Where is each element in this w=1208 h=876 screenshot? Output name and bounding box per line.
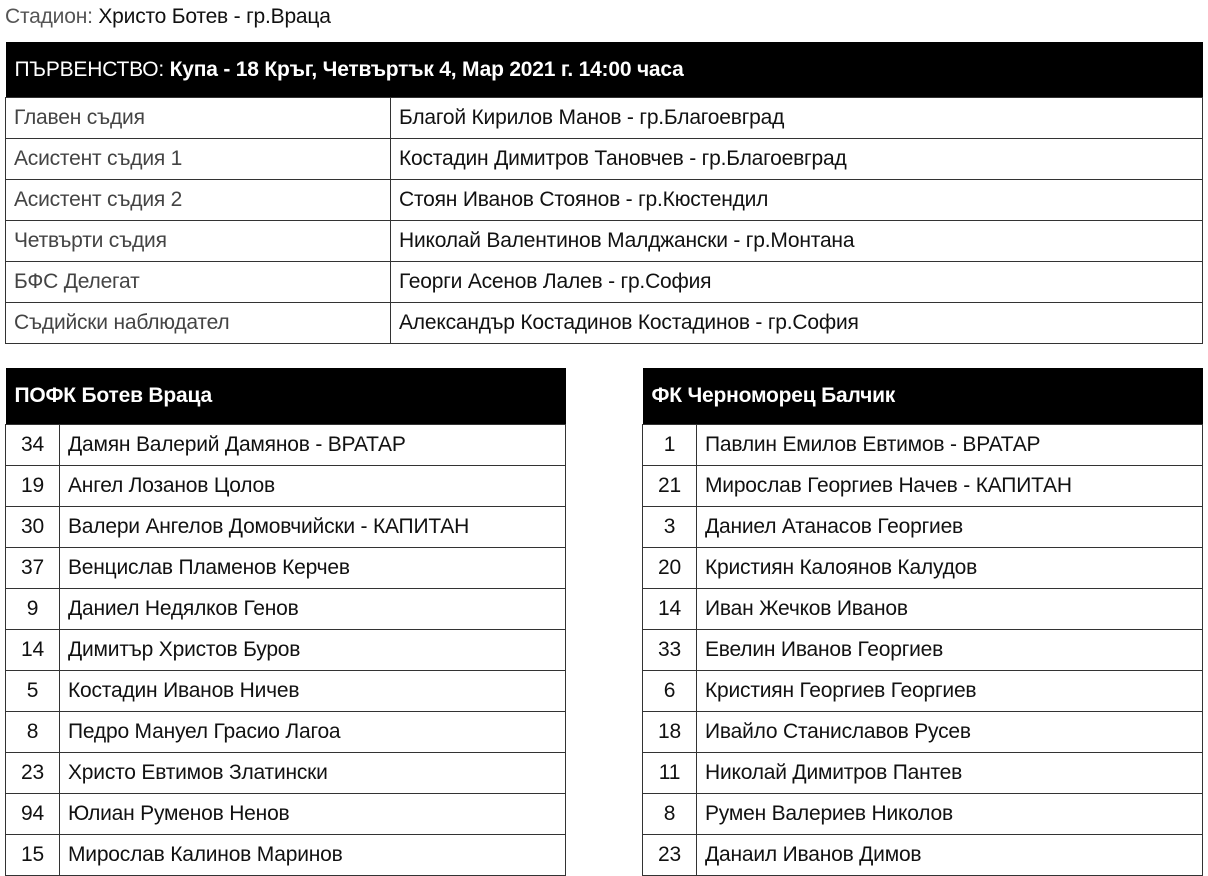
player-row bbox=[6, 425, 566, 466]
player-name: Кристиян Калоянов Калудов bbox=[697, 548, 1203, 589]
official-role: Асистент съдия 1 bbox=[6, 139, 391, 180]
player-row bbox=[6, 671, 566, 712]
player-row bbox=[6, 630, 566, 671]
official-role: Съдийски наблюдател bbox=[6, 303, 391, 344]
official-role: БФС Делегат bbox=[6, 262, 391, 303]
player-row bbox=[6, 712, 566, 753]
team-header-row bbox=[643, 368, 1203, 425]
stadium-line bbox=[5, 4, 331, 30]
match-officials-table bbox=[5, 42, 1203, 344]
player-name: Ангел Лозанов Цолов bbox=[60, 466, 566, 507]
player-name: Николай Димитров Пантев bbox=[697, 753, 1203, 794]
player-row bbox=[6, 466, 566, 507]
player-name: Юлиан Руменов Ненов bbox=[60, 794, 566, 835]
official-row bbox=[6, 180, 1203, 221]
home-team-lineup bbox=[5, 368, 566, 876]
player-number: 18 bbox=[643, 712, 697, 753]
match-header-row bbox=[6, 42, 1203, 98]
official-role: Четвърти съдия bbox=[6, 221, 391, 262]
player-number: 8 bbox=[6, 712, 60, 753]
official-person: Николай Валентинов Малджански - гр.Монтана bbox=[391, 221, 1203, 262]
player-row bbox=[643, 425, 1203, 466]
player-row bbox=[643, 671, 1203, 712]
player-row bbox=[6, 589, 566, 630]
player-number: 1 bbox=[643, 425, 697, 466]
official-row bbox=[6, 303, 1203, 344]
player-number: 8 bbox=[643, 794, 697, 835]
player-name: Румен Валериев Николов bbox=[697, 794, 1203, 835]
official-person: Александър Костадинов Костадинов - гр.София bbox=[391, 303, 1203, 344]
official-row bbox=[6, 139, 1203, 180]
competition-label: ПЪРВЕНСТВО: bbox=[14, 57, 164, 81]
player-name: Ивайло Станиславов Русев bbox=[697, 712, 1203, 753]
player-row bbox=[643, 630, 1203, 671]
away-team-lineup bbox=[642, 368, 1203, 876]
player-name: Данаил Иванов Димов bbox=[697, 835, 1203, 876]
player-name: Даниел Атанасов Георгиев bbox=[697, 507, 1203, 548]
player-number: 94 bbox=[6, 794, 60, 835]
player-row bbox=[6, 794, 566, 835]
player-name: Димитър Христов Буров bbox=[60, 630, 566, 671]
player-number: 23 bbox=[6, 753, 60, 794]
away-team-name: ФК Черноморец Балчик bbox=[643, 368, 1203, 425]
official-person: Георги Асенов Лалев - гр.София bbox=[391, 262, 1203, 303]
official-row bbox=[6, 221, 1203, 262]
player-number: 30 bbox=[6, 507, 60, 548]
official-role: Асистент съдия 2 bbox=[6, 180, 391, 221]
player-row bbox=[643, 794, 1203, 835]
official-role: Главен съдия bbox=[6, 98, 391, 139]
player-row bbox=[643, 712, 1203, 753]
team-header-row bbox=[6, 368, 566, 425]
player-name: Мирослав Калинов Маринов bbox=[60, 835, 566, 876]
player-number: 21 bbox=[643, 466, 697, 507]
player-name: Мирослав Георгиев Начев - КАПИТАН bbox=[697, 466, 1203, 507]
player-name: Иван Жечков Иванов bbox=[697, 589, 1203, 630]
player-row bbox=[6, 835, 566, 876]
player-name: Дамян Валерий Дамянов - ВРАТАР bbox=[60, 425, 566, 466]
player-number: 6 bbox=[643, 671, 697, 712]
player-number: 19 bbox=[6, 466, 60, 507]
player-name: Даниел Недялков Генов bbox=[60, 589, 566, 630]
player-number: 34 bbox=[6, 425, 60, 466]
player-number: 15 bbox=[6, 835, 60, 876]
player-name: Костадин Иванов Ничев bbox=[60, 671, 566, 712]
player-name: Павлин Емилов Евтимов - ВРАТАР bbox=[697, 425, 1203, 466]
player-name: Педро Мануел Грасио Лагоа bbox=[60, 712, 566, 753]
player-number: 11 bbox=[643, 753, 697, 794]
official-person: Костадин Димитров Тановчев - гр.Благоевград bbox=[391, 139, 1203, 180]
player-row bbox=[643, 548, 1203, 589]
player-name: Венцислав Пламенов Керчев bbox=[60, 548, 566, 589]
official-row bbox=[6, 262, 1203, 303]
player-number: 5 bbox=[6, 671, 60, 712]
player-number: 14 bbox=[643, 589, 697, 630]
player-number: 37 bbox=[6, 548, 60, 589]
home-team-name: ПОФК Ботев Враца bbox=[6, 368, 566, 425]
match-header bbox=[6, 42, 1203, 98]
player-number: 20 bbox=[643, 548, 697, 589]
player-row bbox=[643, 466, 1203, 507]
player-name: Христо Евтимов Златински bbox=[60, 753, 566, 794]
player-row bbox=[643, 507, 1203, 548]
player-number: 3 bbox=[643, 507, 697, 548]
player-row bbox=[6, 507, 566, 548]
player-number: 14 bbox=[6, 630, 60, 671]
player-row bbox=[643, 753, 1203, 794]
player-row bbox=[643, 589, 1203, 630]
stadium-label: Стадион: bbox=[5, 5, 93, 28]
player-row bbox=[643, 835, 1203, 876]
official-person: Благой Кирилов Манов - гр.Благоевград bbox=[391, 98, 1203, 139]
player-number: 9 bbox=[6, 589, 60, 630]
player-number: 33 bbox=[643, 630, 697, 671]
match-details: Купа - 18 Кръг, Четвъртък 4, Мар 2021 г. 14:00 часа bbox=[169, 57, 684, 81]
player-name: Евелин Иванов Георгиев bbox=[697, 630, 1203, 671]
player-row bbox=[6, 753, 566, 794]
player-name: Кристиян Георгиев Георгиев bbox=[697, 671, 1203, 712]
player-name: Валери Ангелов Домовчийски - КАПИТАН bbox=[60, 507, 566, 548]
official-row bbox=[6, 98, 1203, 139]
official-person: Стоян Иванов Стоянов - гр.Кюстендил bbox=[391, 180, 1203, 221]
stadium-value: Христо Ботев - гр.Враца bbox=[98, 5, 331, 28]
player-number: 23 bbox=[643, 835, 697, 876]
player-row bbox=[6, 548, 566, 589]
